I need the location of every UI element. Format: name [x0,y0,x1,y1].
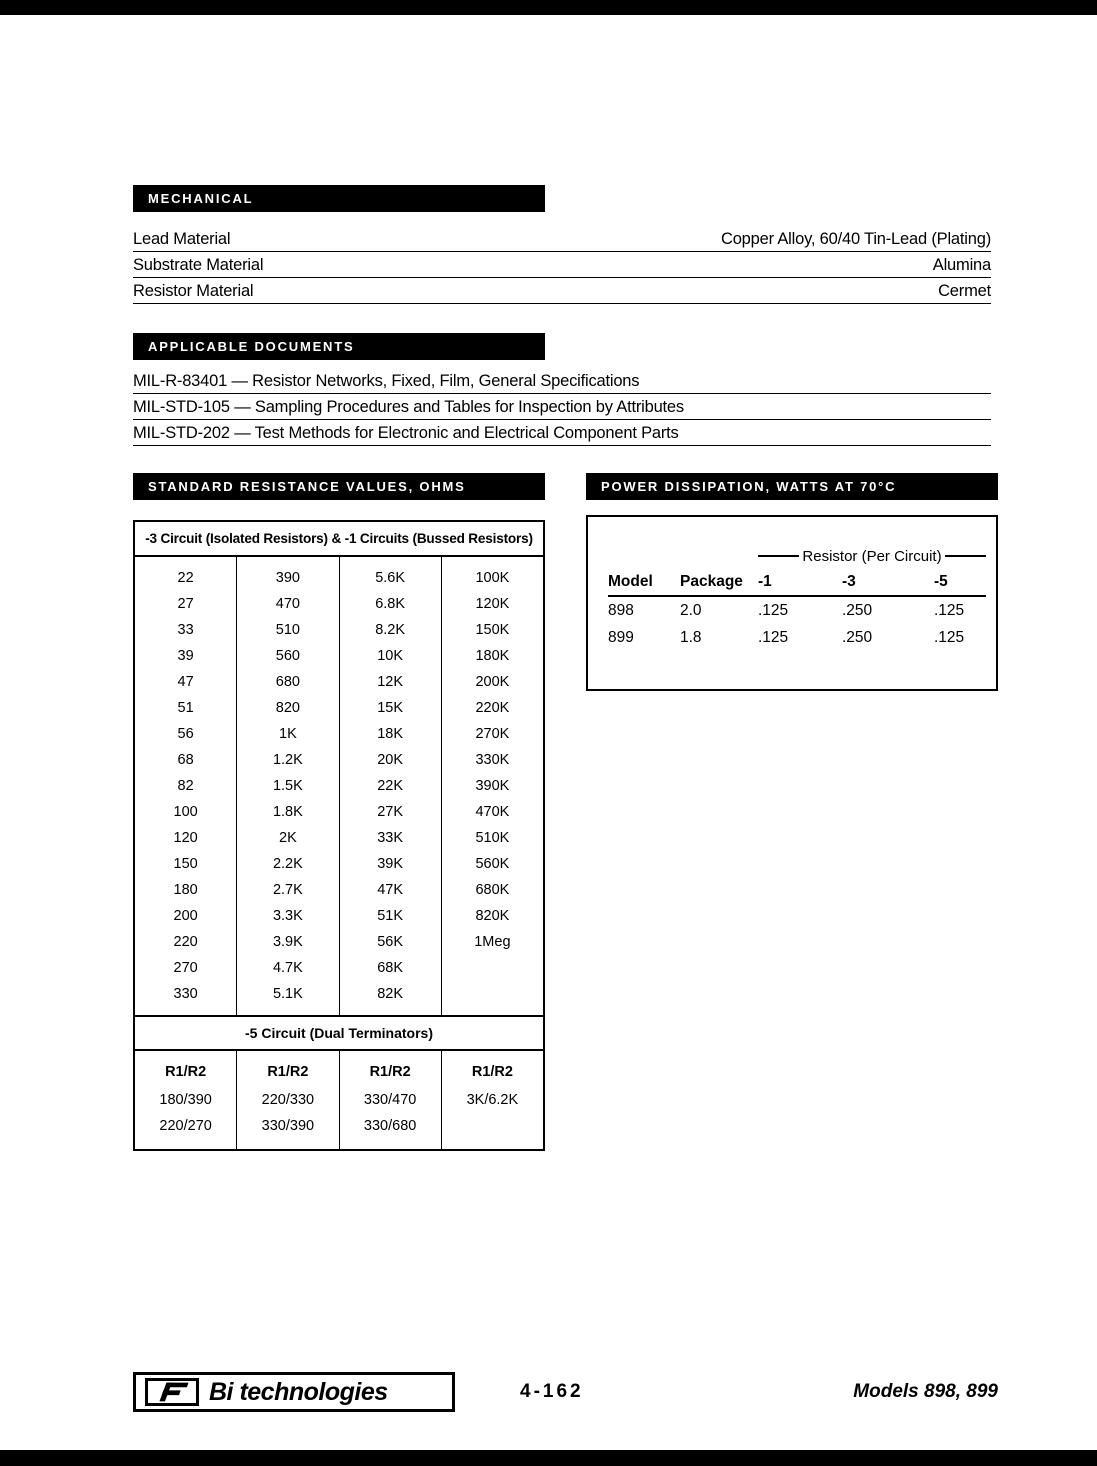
dual-column-1 [135,1051,237,1149]
dual-column-3 [340,1051,442,1149]
resistance-value: 3.9K [272,934,303,950]
resistance-value: 470K [475,804,510,820]
resistance-value: 560 [275,648,300,664]
resistance-value: 270 [173,960,198,976]
resistance-value: 27K [377,804,404,820]
resistance-values-header-bar [133,473,545,500]
power-cell-3: .250 [842,628,873,646]
material-value: Alumina [932,256,991,274]
power-column-header: -3 [842,573,856,590]
resistance-value: 82K [377,986,404,1002]
resistance-value: 10K [377,648,404,664]
dual-terminators-header: -5 Circuit (Dual Terminators) [135,1015,543,1051]
dual-terminator-value: 180/390 [159,1092,212,1108]
bottom-border-bar [0,1450,1097,1466]
dual-values [237,1087,338,1139]
r1r2-column-header: R1/R2 [165,1064,207,1080]
resistance-value: 20K [377,752,404,768]
power-table-row [608,624,986,651]
page-number: 4-162 [520,1381,584,1402]
resistance-value: 33K [377,830,404,846]
document-item-text: MIL-R-83401 — Resistor Networks, Fixed, Film, General Specifications [133,372,640,390]
bi-logo-box [133,1372,455,1412]
resistance-value: 1K [279,726,297,742]
applicable-documents-header-bar [133,333,545,360]
resistance-value: 51K [377,908,404,924]
power-cell-model: 898 [608,601,634,619]
document-item-text: MIL-STD-105 — Sampling Procedures and Tables for Inspection by Attributes [133,398,684,416]
resistance-value: 2.2K [272,856,303,872]
power-table-header-row [608,569,986,597]
resistance-value: 510 [275,622,300,638]
resistance-value: 12K [377,674,404,690]
dual-values [135,1087,236,1139]
r1r2-column-header: R1/R2 [471,1064,513,1080]
material-row [133,252,991,278]
resistance-grid [135,557,543,1015]
resistance-value: 330 [173,986,198,1002]
dual-terminator-value: 220/270 [159,1118,212,1134]
resistance-values-title: STANDARD RESISTANCE VALUES, OHMS [148,479,466,494]
document-item [133,420,991,446]
resistance-value: 2.7K [272,882,303,898]
bi-brand-text: Bi technologies [209,1377,388,1406]
resistance-value: 56 [177,726,194,742]
power-dissipation-title: POWER DISSIPATION, WATTS AT 70°C [601,479,897,494]
resistance-value: 47 [177,674,194,690]
resistance-value: 3.3K [272,908,303,924]
document-item [133,368,991,394]
resistance-value: 390 [275,570,300,586]
resistance-value: 1.8K [272,804,303,820]
resistance-value: 560K [475,856,510,872]
resistance-value: 47K [377,882,404,898]
applicable-documents-title: APPLICABLE DOCUMENTS [148,339,355,354]
resistance-value: 5.6K [375,570,406,586]
mechanical-header-bar [133,185,545,212]
resistance-value: 120K [475,596,510,612]
power-cell-5: .125 [934,601,965,619]
resistance-value: 120 [173,830,198,846]
resistance-value: 820 [275,700,300,716]
material-row [133,226,991,252]
power-column-header: Model [608,573,653,590]
material-row [133,278,991,304]
resistance-value: 390K [475,778,510,794]
dual-terminator-value: 3K/6.2K [466,1092,519,1108]
group-header-rule-right [945,555,986,557]
resistance-value: 2K [279,830,297,846]
power-cell-1: .125 [758,628,789,646]
dual-terminator-value: 330/680 [363,1118,417,1134]
power-column-header: -1 [758,573,772,590]
resistance-value: 200 [173,908,198,924]
resistance-value: 15K [377,700,404,716]
r1r2-column-header: R1/R2 [267,1064,309,1080]
resistance-table [133,520,545,1151]
resistance-column-1 [135,557,237,1015]
dual-values [340,1087,441,1139]
resistance-value: 5.1K [272,986,303,1002]
power-table-row [608,597,986,624]
resistance-value: 820K [475,908,510,924]
resistance-table-title: -3 Circuit (Isolated Resistors) & -1 Circuits (Bussed Resistors) [135,522,543,557]
power-cell-package: 1.8 [680,628,702,646]
resistance-column-4 [442,557,543,1015]
resistance-value: 22 [177,570,194,586]
resistance-value: 4.7K [272,960,303,976]
dual-values [442,1087,543,1113]
resistance-value: 470 [275,596,300,612]
group-header-rule-left [758,555,799,557]
models-label: Models 898, 899 [853,1381,998,1402]
material-label: Lead Material [133,230,231,248]
resistance-value: 330K [475,752,510,768]
resistance-value: 51 [177,700,194,716]
resistance-value: 56K [377,934,404,950]
resistance-value: 1.2K [272,752,303,768]
resistance-value: 27 [177,596,194,612]
power-cell-5: .125 [934,628,965,646]
applicable-documents-list [133,368,991,446]
power-column-header: Package [680,573,743,590]
resistance-value: 270K [475,726,510,742]
resistance-value: 180 [173,882,198,898]
resistance-value: 510K [475,830,510,846]
resistance-value: 33 [177,622,194,638]
power-cell-model: 899 [608,628,634,646]
resistance-value: 180K [475,648,510,664]
resistance-value: 22K [377,778,404,794]
resistor-per-circuit-group [758,548,986,565]
r1r2-column-header: R1/R2 [369,1064,411,1080]
resistance-value: 39K [377,856,404,872]
resistance-value: 6.8K [375,596,406,612]
material-label: Resistor Material [133,282,254,300]
resistance-value: 8.2K [375,622,406,638]
resistance-value: 150K [475,622,510,638]
power-dissipation-header-bar [586,473,998,500]
dual-terminator-value: 220/330 [261,1092,315,1108]
resistance-value: 150 [173,856,198,872]
dual-terminator-value: 330/390 [261,1118,315,1134]
power-cell-1: .125 [758,601,789,619]
resistance-value: 220K [475,700,510,716]
mechanical-rows [133,226,991,304]
resistor-per-circuit-label: Resistor (Per Circuit) [802,547,942,565]
resistance-value: 18K [377,726,404,742]
resistance-value: 1.5K [272,778,303,794]
resistance-value: 100K [475,570,510,586]
document-item-text: MIL-STD-202 — Test Methods for Electronic and Electrical Component Parts [133,424,679,442]
power-column-header: -5 [934,573,948,590]
dual-terminator-value: 330/470 [363,1092,417,1108]
material-label: Substrate Material [133,256,264,274]
dual-column-4 [442,1051,543,1149]
resistance-column-3 [340,557,442,1015]
resistance-value: 39 [177,648,194,664]
document-item [133,394,991,420]
bi-logo-icon [145,1378,199,1406]
resistance-value: 68 [177,752,194,768]
power-table-rows [608,597,986,651]
material-value: Cermet [938,282,991,300]
resistance-value: 680 [275,674,300,690]
resistance-value: 220 [173,934,198,950]
dual-terminators-grid [135,1051,543,1149]
power-dissipation-table [586,515,998,691]
resistance-column-2 [237,557,339,1015]
resistance-value: 200K [475,674,510,690]
dual-column-2 [237,1051,339,1149]
resistance-value: 100 [173,804,198,820]
power-cell-package: 2.0 [680,601,702,619]
resistance-value: 68K [377,960,404,976]
power-cell-3: .250 [842,601,873,619]
resistance-value: 1Meg [474,934,511,950]
resistor-per-circuit-row [608,543,986,569]
resistance-value: 82 [177,778,194,794]
top-border-bar [0,0,1097,15]
mechanical-title: MECHANICAL [148,191,254,206]
material-value: Copper Alloy, 60/40 Tin-Lead (Plating) [720,230,991,248]
resistance-value: 680K [475,882,510,898]
